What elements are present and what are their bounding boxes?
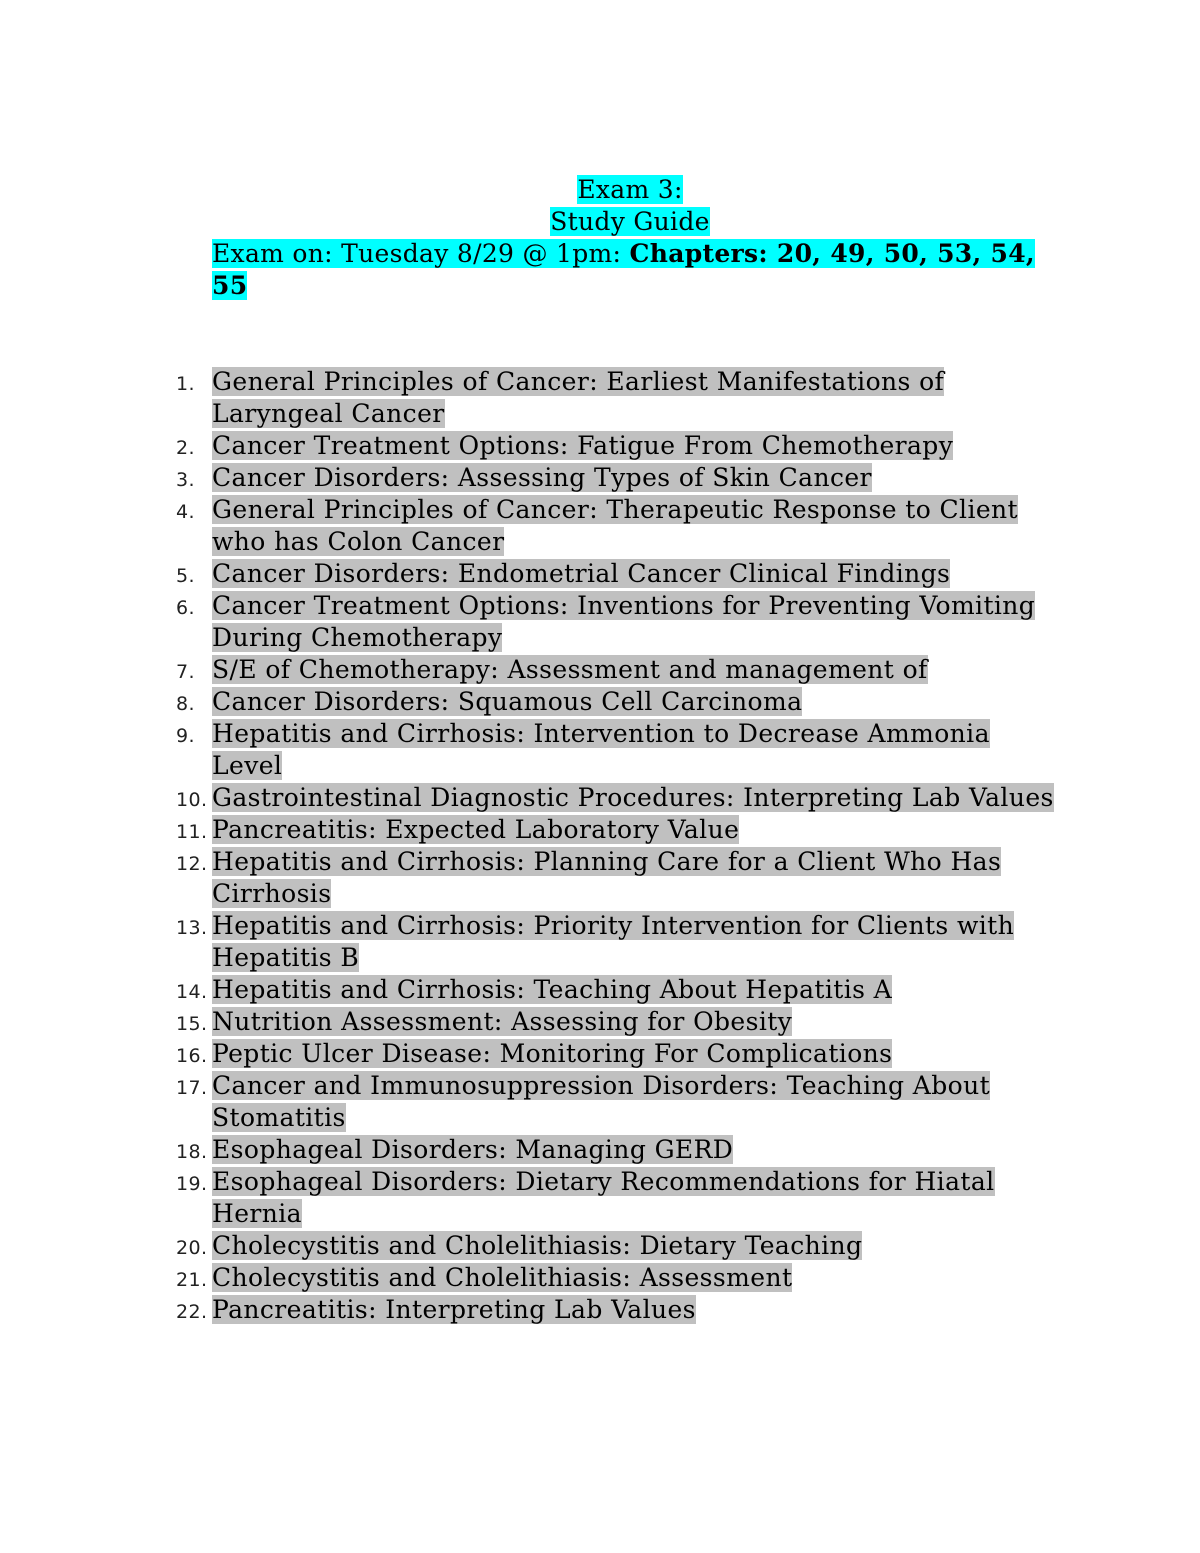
- list-item: [176, 1006, 1066, 1038]
- list-item-number: 15.: [176, 1013, 208, 1035]
- list-item-number: 17.: [176, 1077, 208, 1099]
- list-item: [176, 462, 1066, 494]
- topic-list: [176, 366, 1066, 1326]
- list-item: [176, 686, 1066, 718]
- list-item: [176, 1038, 1066, 1070]
- list-item-number: 13.: [176, 917, 208, 939]
- subtitle-line: [0, 206, 1200, 238]
- exam-date: Exam on: Tuesday 8/29 @ 1pm:: [212, 239, 630, 268]
- list-item-number: 16.: [176, 1045, 208, 1067]
- list-item: [176, 654, 1066, 686]
- list-item-number: 21.: [176, 1269, 208, 1291]
- list-item-number: 9.: [176, 725, 195, 747]
- exam-chapters: Chapters: 20, 49, 50, 53, 54, 55: [212, 239, 1035, 300]
- list-item-text: Hepatitis and Cirrhosis: Intervention to Decrease Ammonia Level: [212, 719, 990, 780]
- list-item-text: Pancreatitis: Expected Laboratory Value: [212, 815, 740, 844]
- list-item-text: General Principles of Cancer: Earliest Manifestations of Laryngeal Cancer: [212, 367, 945, 428]
- list-item-text: Cancer Disorders: Squamous Cell Carcinoma: [212, 687, 803, 716]
- title-line: [0, 174, 1200, 206]
- list-item-text: Hepatitis and Cirrhosis: Priority Intervention for Clients with Hepatitis B: [212, 911, 1015, 972]
- list-item-text: Hepatitis and Cirrhosis: Planning Care for a Client Who Has Cirrhosis: [212, 847, 1002, 908]
- list-item-text: Cancer Treatment Options: Fatigue From Chemotherapy: [212, 431, 954, 460]
- list-item: [176, 910, 1066, 974]
- list-item: [176, 430, 1066, 462]
- list-item-text: Gastrointestinal Diagnostic Procedures: Interpreting Lab Values: [212, 783, 1054, 812]
- list-item-number: 11.: [176, 821, 208, 843]
- list-item-text: Nutrition Assessment: Assessing for Obesity: [212, 1007, 793, 1036]
- list-item-number: 14.: [176, 981, 208, 1003]
- list-item-text: Cancer Treatment Options: Inventions for Preventing Vomiting During Chemotherapy: [212, 591, 1036, 652]
- list-item: [176, 846, 1066, 910]
- list-item: [176, 494, 1066, 558]
- list-item: [176, 1070, 1066, 1134]
- list-item: [176, 1166, 1066, 1230]
- list-item-number: 8.: [176, 693, 195, 715]
- list-item-text: S/E of Chemotherapy: Assessment and management of: [212, 655, 928, 684]
- list-item-number: 2.: [176, 437, 195, 459]
- list-item-number: 5.: [176, 565, 195, 587]
- list-item: [176, 366, 1066, 430]
- list-item-number: 6.: [176, 597, 195, 619]
- list-item-number: 18.: [176, 1141, 208, 1163]
- list-item: [176, 558, 1066, 590]
- list-item: [176, 718, 1066, 782]
- list-item: [176, 1262, 1066, 1294]
- list-item-number: 4.: [176, 501, 195, 523]
- list-item-text: Esophageal Disorders: Dietary Recommendations for Hiatal Hernia: [212, 1167, 995, 1228]
- list-item: [176, 782, 1066, 814]
- list-item-number: 22.: [176, 1301, 208, 1323]
- list-item: [176, 1230, 1066, 1262]
- list-item-text: Cancer Disorders: Endometrial Cancer Clinical Findings: [212, 559, 951, 588]
- list-item: [176, 814, 1066, 846]
- list-item-text: Pancreatitis: Interpreting Lab Values: [212, 1295, 696, 1324]
- list-item-number: 12.: [176, 853, 208, 875]
- list-item-text: Esophageal Disorders: Managing GERD: [212, 1135, 734, 1164]
- list-item-text: Peptic Ulcer Disease: Monitoring For Complications: [212, 1039, 893, 1068]
- list-item-number: 19.: [176, 1173, 208, 1195]
- list-item-text: General Principles of Cancer: Therapeutic Response to Client who has Colon Cancer: [212, 495, 1018, 556]
- list-item: [176, 1134, 1066, 1166]
- list-item: [176, 974, 1066, 1006]
- list-item-number: 1.: [176, 373, 195, 395]
- list-item-text: Hepatitis and Cirrhosis: Teaching About Hepatitis A: [212, 975, 893, 1004]
- list-item-text: Cholecystitis and Cholelithiasis: Dietary Teaching: [212, 1231, 863, 1260]
- list-item-number: 20.: [176, 1237, 208, 1259]
- list-item-number: 3.: [176, 469, 195, 491]
- list-item-text: Cancer Disorders: Assessing Types of Skin Cancer: [212, 463, 872, 492]
- list-item-text: Cholecystitis and Cholelithiasis: Assessment: [212, 1263, 793, 1292]
- list-item: [176, 1294, 1066, 1326]
- list-item-text: Cancer and Immunosuppression Disorders: Teaching About Stomatitis: [212, 1071, 991, 1132]
- page-subtitle: Study Guide: [550, 207, 710, 236]
- list-item-number: 10.: [176, 789, 208, 811]
- list-item-number: 7.: [176, 661, 195, 683]
- exam-info: [212, 238, 1052, 302]
- list-item: [176, 590, 1066, 654]
- page-title: Exam 3:: [577, 175, 683, 204]
